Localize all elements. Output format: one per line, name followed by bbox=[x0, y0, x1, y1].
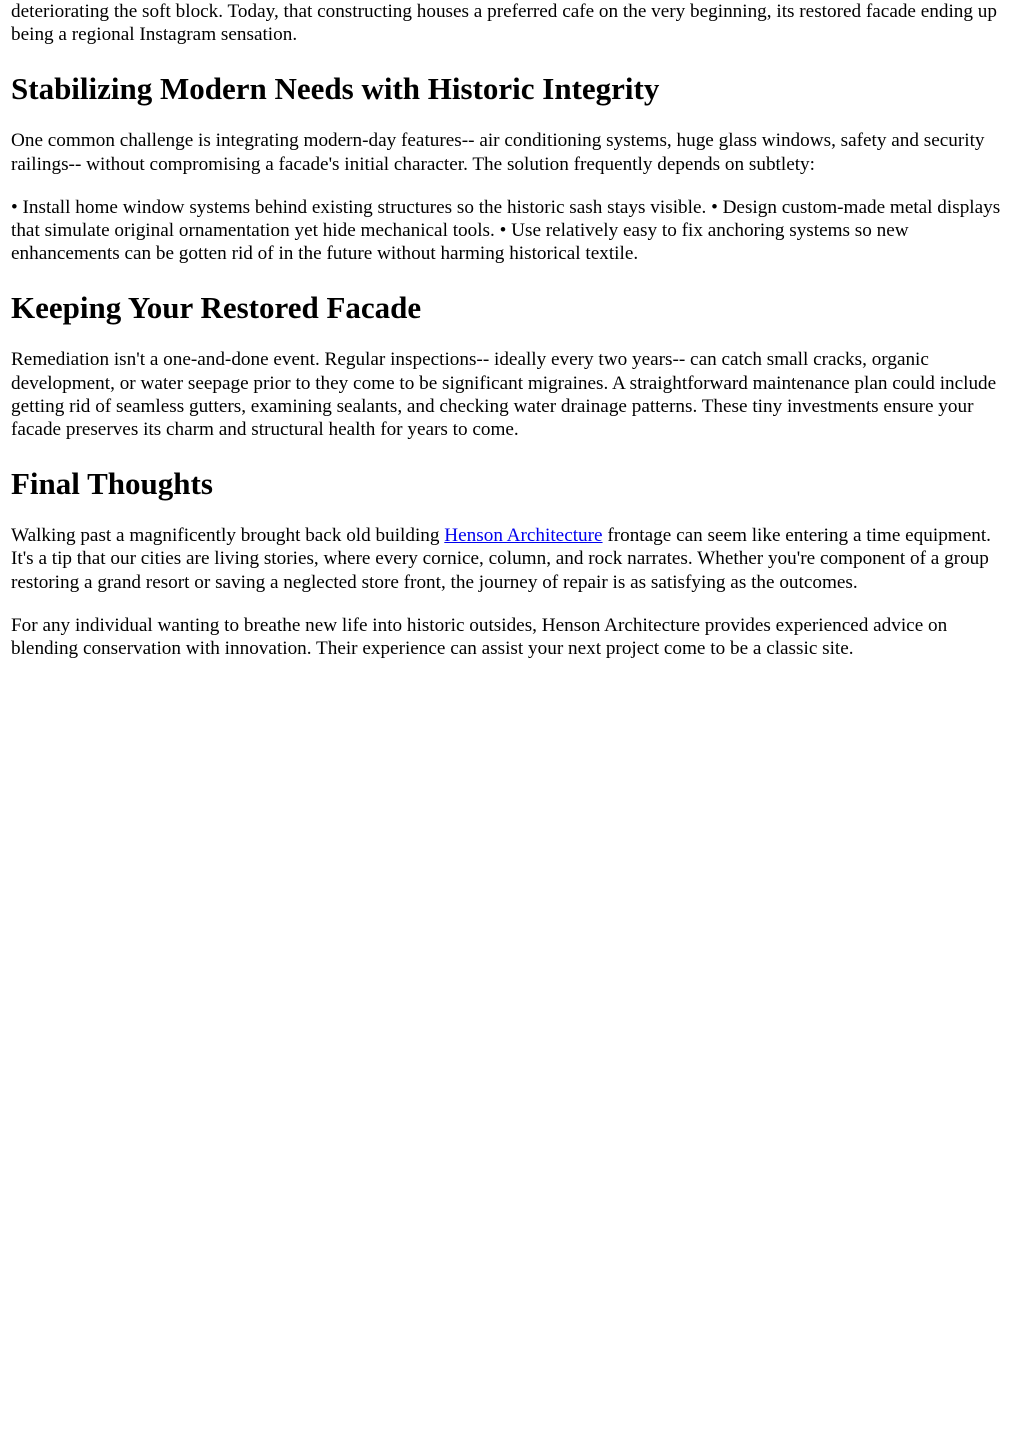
article-body bbox=[11, 0, 1013, 660]
section-paragraph: Remediation isn't a one-and-done event. Regular inspections-- ideally every two years-- can catch small cracks, organic development, or water seepage prior to they come to be significant migraines. A straightforward maintenance plan could include getting rid of seamless gutters, examining sealants, and checking water drainage patterns. These tiny investments ensure your facade preserves its charm and structural health for years to come. bbox=[11, 349, 997, 441]
paragraph-text-before-link: Walking past a magnificently brought back old building bbox=[11, 525, 445, 547]
paragraph-text-after-link: frontage can seem like entering a time equipment. It's a tip that our cities are living stories, where every cornice, column, and rock narrates. Whether you're component of a group restoring a grand resort or saving a neglected store front, the journey of repair is as satisfying as the outcomes. bbox=[11, 525, 991, 593]
henson-architecture-link[interactable]: Henson Architecture bbox=[444, 525, 603, 547]
section-paragraph-with-link bbox=[11, 524, 1013, 594]
intro-paragraph: deteriorating the soft block. Today, that constructing houses a preferred cafe on the very beginning, its restored facade ending up being a regional Instagram sensation. bbox=[11, 1, 997, 46]
section-heading-final-thoughts: Final Thoughts bbox=[11, 466, 213, 502]
closing-paragraph: For any individual wanting to breathe new life into historic outsides, Henson Architecture provides experienced advice on blending conservation with innovation. Their experience can assist your next project come to be a classic site. bbox=[11, 614, 948, 660]
section-paragraph: One common challenge is integrating modern-day features-- air conditioning systems, huge glass windows, safety and security railings-- without compromising a facade's initial character. The solution frequently depends on subtlety: bbox=[11, 130, 985, 175]
section-heading-maintaining: Keeping Your Restored Facade bbox=[11, 290, 422, 326]
section-heading-balancing: Stabilizing Modern Needs with Historic Integrity bbox=[11, 71, 660, 107]
bullet-list-paragraph: • Install home window systems behind existing structures so the historic sash stays visible. • Design custom-made metal displays that simulate original ornamentation yet hide mechanical tools. • Use relatively easy to fix anchoring systems so new enhancements can be gotten rid of in the future without harming historical textile. bbox=[11, 196, 1001, 265]
